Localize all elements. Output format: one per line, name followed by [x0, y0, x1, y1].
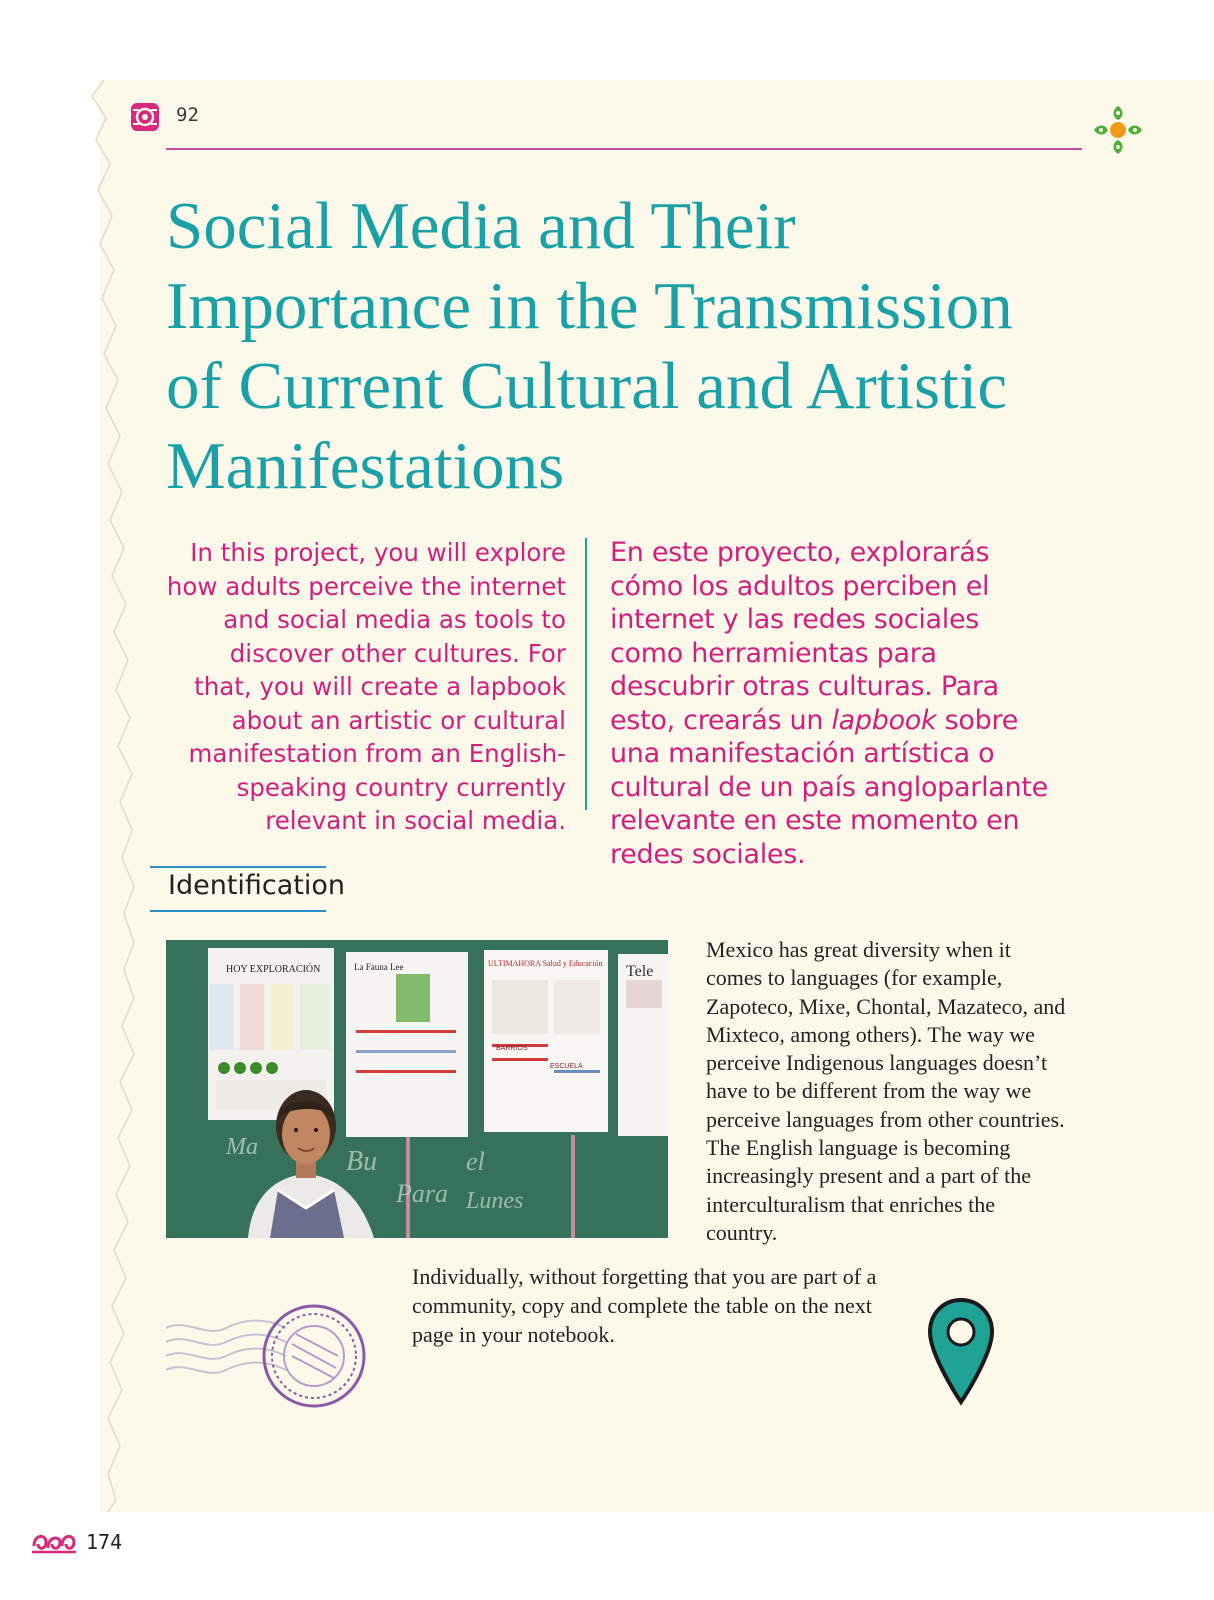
chalk-word-2: Bu — [346, 1146, 378, 1177]
torn-paper-edge — [0, 0, 140, 1520]
section-rule-bottom — [150, 910, 326, 912]
section-rule-top — [150, 866, 326, 868]
poster-note-barrios: BARRIOS — [496, 1045, 528, 1052]
poster-1-heading: HOY EXPLORACIÓN — [226, 964, 321, 975]
poster-4 — [618, 954, 668, 1136]
chalk-word-5: Lunes — [466, 1188, 524, 1214]
chalk-word-3: Para — [396, 1179, 448, 1208]
location-pin-icon — [926, 1296, 996, 1408]
flower-icon — [1090, 102, 1146, 158]
chalk-word-1: Ma — [226, 1134, 258, 1160]
poster-3-heading: ULTIMAHORA Salud y Educación — [488, 959, 603, 968]
poster-note-escuela: ESCUELA — [550, 1063, 583, 1070]
poster-4-heading: Tele — [626, 963, 654, 980]
ornament-icon — [30, 1528, 78, 1556]
poster-2-heading: La Fauna Lee — [354, 962, 404, 972]
classroom-photo — [166, 940, 668, 1238]
intro-english: In this project, you will explore how adults perceive the internet and social media as tools to discover other cultures. For that, you will create a lapbook about an artistic or cultural manifestation from an English-speaking country currently relevant in social media. — [166, 538, 566, 835]
page-title: Social Media and Their Importance in the Transmission of Current Cultural and Artistic Manifestations — [166, 189, 1013, 503]
intro-spanish-lapbook: lapbook — [831, 704, 937, 736]
chapter-number: 92 — [176, 104, 199, 126]
instruction-text: Individually, without forgetting that you are part of a community, copy and complete the table on the next page in your notebook. — [412, 1264, 877, 1347]
section-heading: Identification — [168, 870, 346, 901]
intro-divider — [585, 538, 587, 810]
mayan-glyph-icon — [130, 102, 160, 132]
intro-spanish-part2: sobre una manifestación artística o cultural de un país angloparlante relevante en este momento en redes sociales. — [610, 704, 1048, 870]
header-rule — [166, 148, 1082, 150]
intro-spanish — [610, 536, 1060, 871]
poster-3 — [484, 950, 608, 1132]
page-number: 174 — [86, 1530, 123, 1554]
intro-spanish-part1: En este proyecto, explorarás cómo los adultos perciben el internet y las redes sociales como herramientas para descubrir otras culturas. Para esto, crearás un — [610, 537, 999, 736]
chalk-word-4: el — [466, 1147, 485, 1176]
body-paragraph: Mexico has great diversity when it comes to languages (for example, Zapoteco, Mixe, Chontal, Mazateco, and Mixteco, among others). The way we perceive Indigenous languages doesn’t have to be different from the way we perceive languages from other countries. The English language is becoming increasingly present and a part of the interculturalism that enriches the country. — [706, 937, 1066, 1245]
postmark-stamp-icon — [166, 1298, 376, 1416]
poster-2 — [346, 952, 468, 1137]
